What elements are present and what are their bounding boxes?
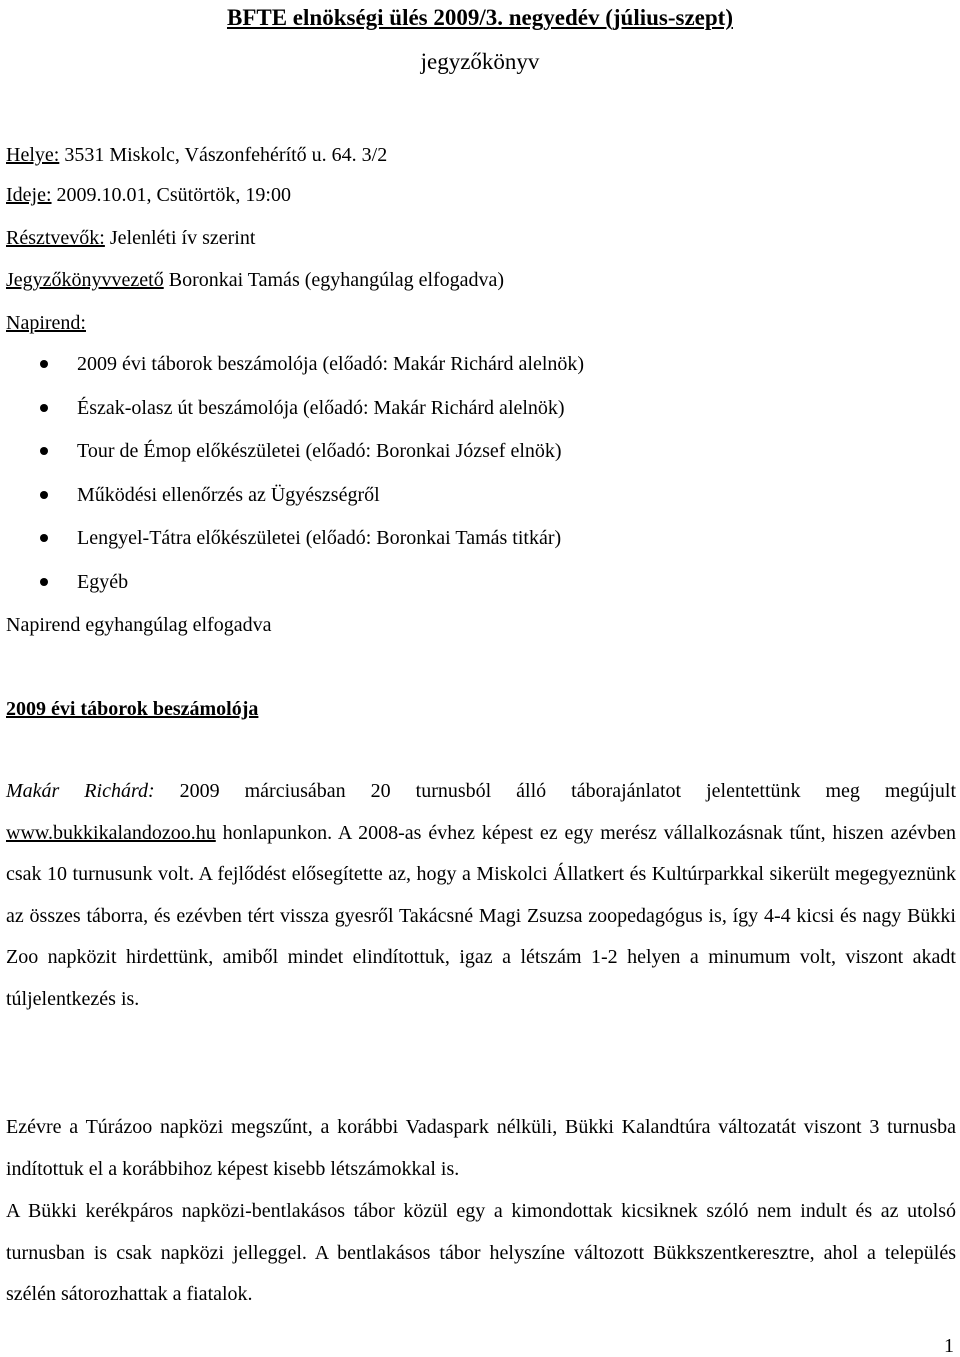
- attendees-label: Résztvevők:: [6, 227, 105, 249]
- meta-recorder: [6, 268, 504, 292]
- agenda-item-text: Működési ellenőrzés az Ügyészségről: [77, 484, 380, 506]
- agenda-label: Napirend:: [6, 312, 86, 334]
- paragraph-1: [6, 771, 956, 1020]
- meta-place: [6, 143, 387, 167]
- agenda-item-text: Lengyel-Tátra előkészületei (előadó: Boronkai Tamás titkár): [77, 527, 562, 549]
- speaker-name: Makár Richárd:: [6, 780, 155, 802]
- paragraph-1-text: 2009 márciusában 20 turnusból álló táborajánlatot jelentettünk meg megújult: [154, 780, 957, 802]
- agenda-item-text: Tour de Émop előkészületei (előadó: Boronkai József elnök): [77, 440, 562, 462]
- agenda-item-text: Egyéb: [77, 571, 129, 593]
- document-title: BFTE elnökségi ülés 2009/3. negyedév (július-szept): [226, 5, 733, 30]
- bullet-icon: [40, 534, 48, 542]
- document-subtitle: jegyzőkönyv: [420, 49, 540, 74]
- agenda-accepted: Napirend egyhangúlag elfogadva: [6, 614, 272, 636]
- place-value: 3531 Miskolc, Vászonfehérítő u. 64. 3/2: [59, 144, 388, 166]
- website-link[interactable]: www.bukkikalandozoo.hu: [6, 821, 216, 844]
- bullet-icon: [40, 404, 48, 412]
- time-label: Ideje:: [6, 184, 52, 206]
- meta-attendees: [6, 226, 255, 250]
- time-value: 2009.10.01, Csütörtök, 19:00: [51, 184, 291, 206]
- bullet-icon: [40, 360, 48, 368]
- bullet-icon: [40, 578, 48, 586]
- recorder-label: Jegyzőkönyvvezető: [6, 269, 164, 291]
- place-label: Helye:: [6, 144, 60, 166]
- meta-time: [6, 183, 291, 207]
- paragraph-3: A Bükki kerékpáros napközi-bentlakásos tábor közül egy a kimondottak kicsiknek szóló nem indult és az utolsó turnusban is csak napközi jelleggel. A bentlakásos tábor helyszíne változott Bükkszentkeresztre, ahol a település szélén sátorozhattak a fiatalok.: [6, 1200, 956, 1305]
- bullet-icon: [40, 491, 48, 499]
- paragraph-1-tail: honlapunkon. A 2008-as évhez képest ez egy merész vállalkozásnak tűnt, hiszen azévben csak 10 turnusunk volt. A fejlődést elősegítette az, hogy a Miskolci Állatkert és Kultúrparkkal sikerült megegyeznünk az összes táborra, és ezévben tért vissza gyesről Takácsné Magi Zsuzsa zoopedagógus is, így 4-4 kicsi és nagy Bükki Zoo napközit hirdettünk, amiből mindet elindítottuk, igaz a létszám 1-2 helyen a minumum volt, viszont akadt túljelentkezés is.: [6, 821, 956, 1010]
- bullet-icon: [40, 447, 48, 455]
- recorder-value: Boronkai Tamás (egyhangúlag elfogadva): [163, 269, 505, 291]
- attendees-value: Jelenléti ív szerint: [104, 227, 256, 249]
- section-title: 2009 évi táborok beszámolója: [6, 698, 259, 720]
- page-number: 1: [944, 1335, 954, 1357]
- agenda-item-text: Észak-olasz út beszámolója (előadó: Makár Richárd alelnök): [77, 397, 565, 419]
- agenda-item-text: 2009 évi táborok beszámolója (előadó: Makár Richárd alelnök): [77, 353, 585, 375]
- paragraph-2: Ezévre a Túrázoo napközi megszűnt, a korábbi Vadaspark nélküli, Bükki Kalandtúra változatát viszont 3 turnusba indítottuk el a korábbihoz képest kisebb létszámokkal is.: [6, 1116, 956, 1180]
